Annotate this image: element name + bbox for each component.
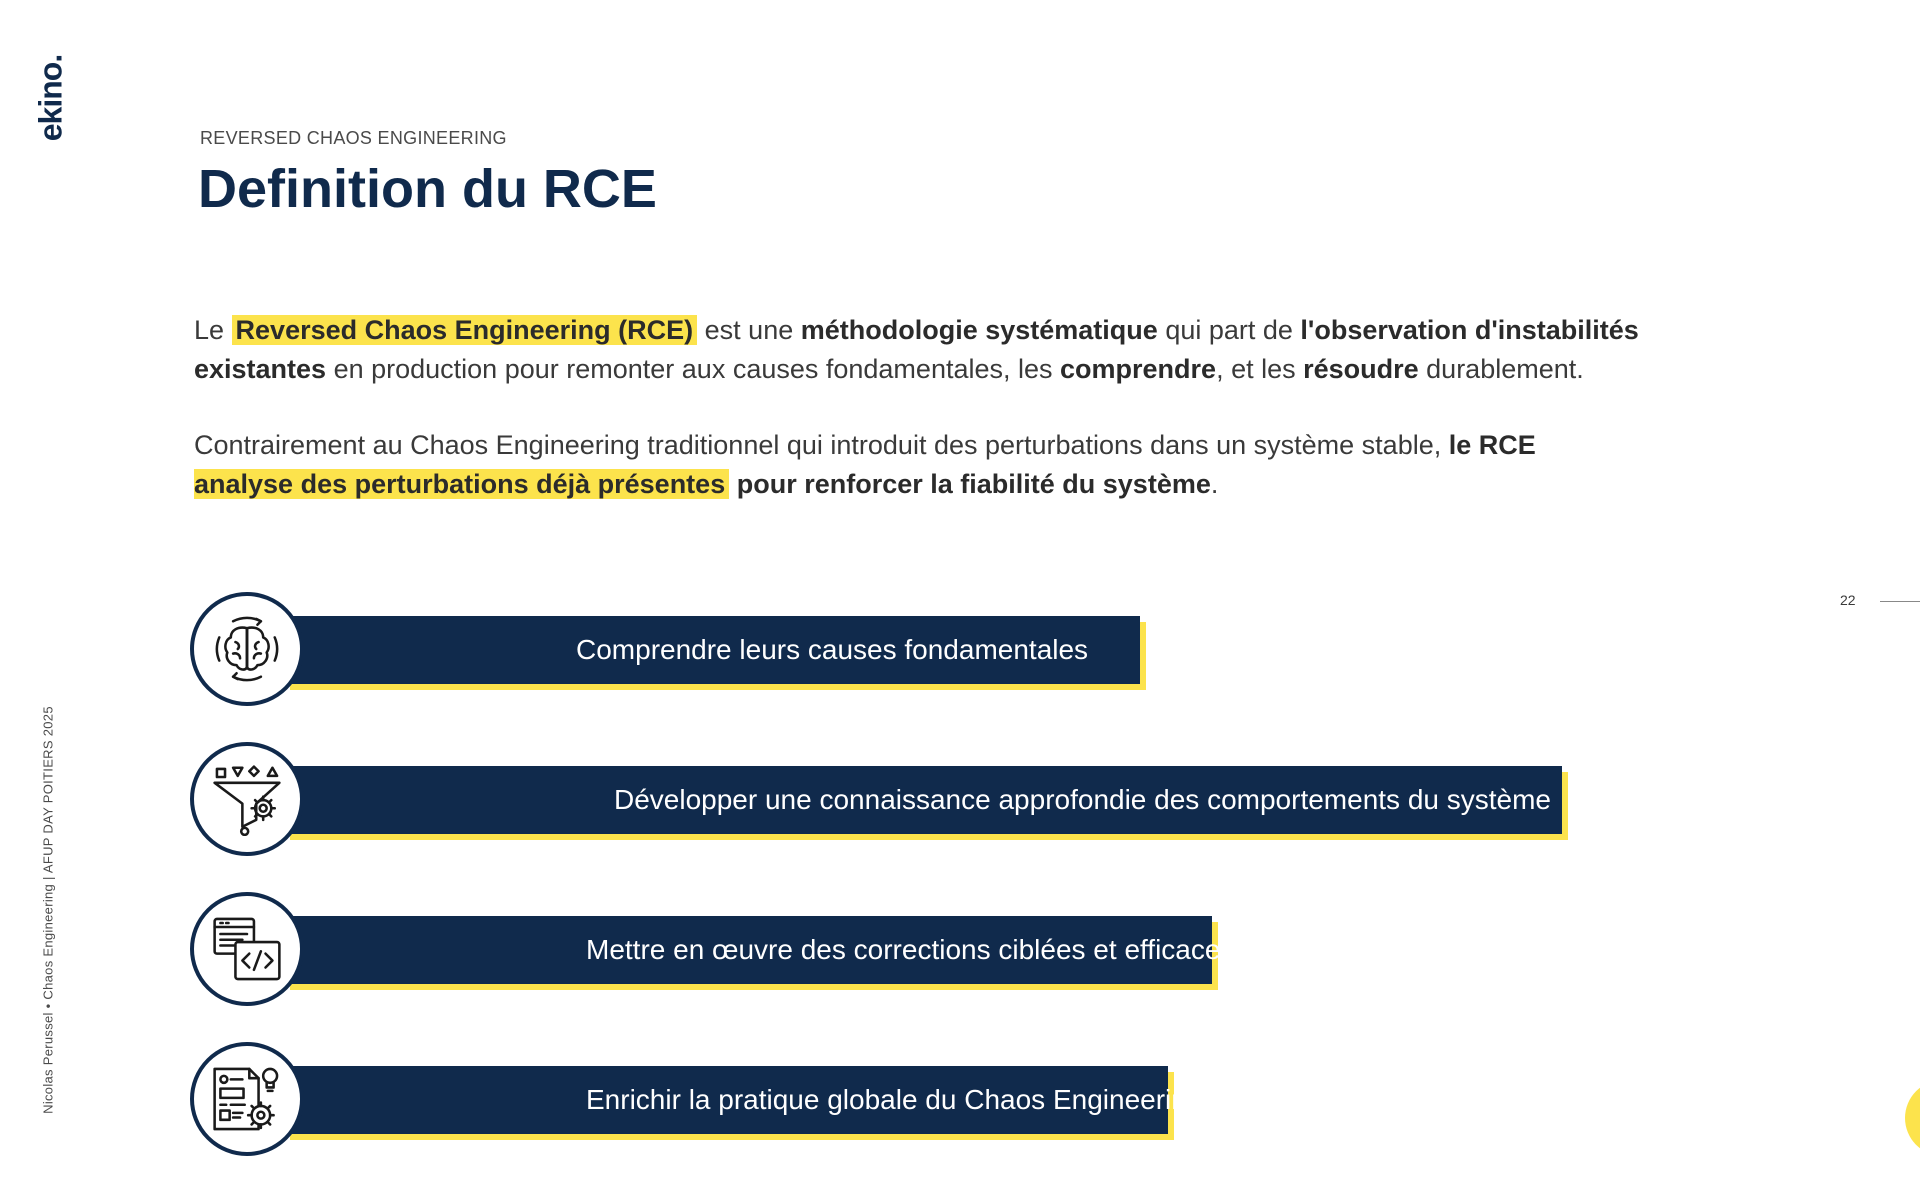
section-eyebrow: REVERSED CHAOS ENGINEERING: [200, 128, 507, 148]
logo-text: ekino.: [32, 54, 69, 142]
p2-highlight-perturbations: analyse des perturbations déjà présentes: [194, 469, 729, 499]
brain-icon: [190, 592, 304, 706]
p2-text-1: Contrairement au Chaos Engineering traditionnel qui introduit des perturbations dans un système stable,: [194, 430, 1449, 460]
code-window-icon: [190, 892, 304, 1006]
page-number-line: [1880, 601, 1920, 602]
p1-text-6: durablement.: [1418, 354, 1584, 384]
p1-highlight-rce: Reversed Chaos Engineering (RCE): [232, 315, 698, 345]
step-2-bar: [284, 766, 1562, 834]
ekino-logo: [32, 50, 69, 146]
document-gear-icon: [190, 1042, 304, 1156]
step-4-bar: [284, 1066, 1203, 1134]
p2-text-2: .: [1210, 469, 1219, 499]
step-2-label: Développer une connaissance approfondie des comportements du système: [614, 784, 1552, 815]
definition-paragraph: [194, 311, 1714, 389]
step-1-label: Comprendre leurs causes fondamentales: [576, 634, 1089, 665]
p1-text-1: Le: [194, 315, 232, 345]
page-title: Definition du RCE: [198, 159, 657, 219]
p1-bold-resoudre: résoudre: [1303, 354, 1419, 384]
p1-text-4: en production pour remonter aux causes fondamentales, les: [326, 354, 1061, 384]
p1-text-3: qui part de: [1157, 315, 1301, 345]
step-1-bar: [284, 616, 1140, 684]
funnel-gear-icon: [190, 742, 304, 856]
p1-bold-methodologie: méthodologie systématique: [800, 315, 1158, 345]
p2-bold-le-rce: le RCE: [1448, 430, 1536, 460]
p2-bold-fiabilite: pour renforcer la fiabilité du système: [729, 469, 1211, 499]
side-footer: [38, 680, 58, 1140]
p1-text-5: , et les: [1216, 354, 1304, 384]
page-number: 22: [1840, 592, 1856, 608]
footer-text: Nicolas Perussel • Chaos Engineering | AFUP DAY POITIERS 2025: [40, 706, 56, 1114]
p1-bold-observation: l'observation d'instabilités existantes: [194, 315, 1639, 384]
p1-text-2: est une: [697, 315, 801, 345]
step-4-label: Enrichir la pratique globale du Chaos Engineering: [586, 1084, 1203, 1115]
decorative-yellow-dot: [1905, 1080, 1920, 1156]
step-3-label: Mettre en œuvre des corrections ciblées et efficaces: [586, 934, 1235, 965]
step-3-bar: [284, 916, 1235, 984]
contrast-paragraph: [194, 426, 1714, 504]
p1-bold-comprendre: comprendre: [1060, 354, 1217, 384]
